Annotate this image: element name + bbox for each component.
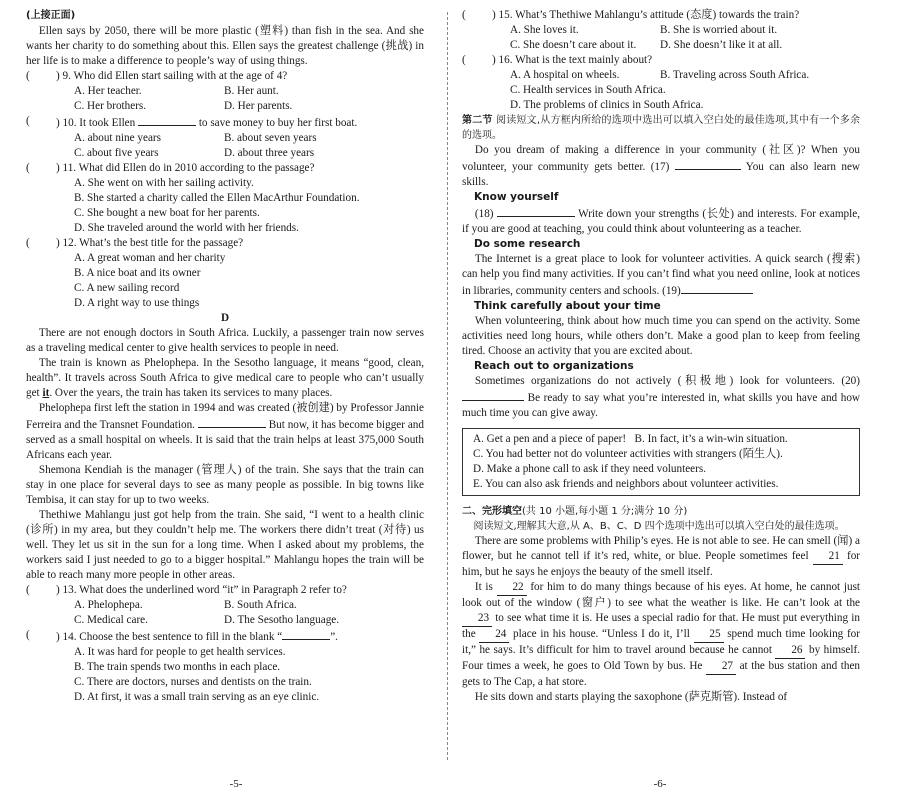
fill-blank[interactable] [198,416,266,428]
option-a: A. about nine years [74,132,161,144]
cloze-blank-23[interactable]: 23 [462,611,492,627]
question-15 [462,8,860,23]
question-stem: ) 13. What does the underlined word “it” in Paragraph 2 refer to? [56,584,347,596]
option-c: C. She bought a new boat for her parents. [74,207,260,219]
section-2-instructions [462,113,860,143]
option-c: C. Medical care. [74,614,148,626]
answer-slot[interactable]: ( [26,162,44,174]
box-option-b: B. In fact, it’s a win-win situation. [634,433,788,445]
answer-slot[interactable]: ( [26,584,44,596]
text-run: You can also learn new skills. [462,161,860,188]
text-run: (18) [474,208,494,220]
text-run: at the bus station and then gets to The Cap, a hat store. [462,660,861,688]
box-option-c: C. You had better not do volunteer activities with strangers (陌生人). [473,448,783,460]
subheading-know-yourself: Know yourself [474,191,559,203]
text-run: to see what time it is. He uses a special radio for that. He must put everything in the [462,612,860,640]
cloze-blank-26[interactable]: 26 [775,643,805,659]
text-run: Be ready to say what you’re interested in, what skills you have and how much time you can give away. [462,392,860,419]
cloze-paragraph-2 [462,580,860,690]
cloze-instructions: 阅读短文,理解其大意,从 A、B、C、D 四个选项中选出可以填入空白处的最佳选项。 [473,521,845,532]
text-run: for him to do many things because of his eyes. At home, he cannot just look out of the window (窗户) to see what the weather is like. He can’t look at the [462,581,861,609]
question-stem: ) 15. What’s Thethiwe Mahlangu’s attitude (态度) towards the train? [492,9,800,21]
stem-part: ”. [330,631,338,643]
question-10 [26,114,424,131]
text-run: by himself. Four times a week, he goes to Old Town by bus. He [462,644,860,672]
cloze-paragraph-3: He sits down and starts playing the saxophone (萨克斯管). Instead of [474,691,788,703]
stem-part: to save money to buy her first boat. [198,117,358,129]
cloze-blank-27[interactable]: 27 [706,659,736,675]
carry-note: (上接正面) [26,10,76,21]
option-a: A. She went on with her sailing activity. [74,177,254,189]
cloze-paragraph-1 [462,534,860,580]
page-number-left: -5- [229,778,243,790]
option-d: D. about three years [224,147,315,159]
subheading-research: Do some research [474,238,581,250]
option-b: B. Her aunt. [224,85,279,97]
option-b: B. She is worried about it. [660,24,778,36]
answer-slot[interactable]: ( [462,54,480,66]
fill-blank[interactable] [138,114,196,126]
blank-number: (19) [662,285,681,297]
page-number-right: -6- [653,778,667,790]
text-run: Write down your strengths (长处) and interests. For example, if you are good at teaching, you could think about volunteering as a teacher. [462,208,860,235]
option-d: D. At first, it was a small train serving as an eye clinic. [74,691,320,703]
options-15 [462,23,860,53]
paragraph-18 [462,205,860,237]
cloze-score: (共 10 小题,每小题 1 分;满分 10 分) [522,506,688,517]
box-option-d: D. Make a phone call to ask if they need volunteers. [473,463,706,475]
options-11 [26,176,424,236]
option-c: C. A new sailing record [74,282,180,294]
option-b: B. South Africa. [224,599,297,611]
stem-part: ) 14. Choose the best sentence to fill in the blank “ [56,631,283,643]
text-run: The Internet is a great place to look for volunteer activities. A quick search (搜索) can help you find many activities. If you can’t find what you need online, look at notices in libraries, community centers and schools. [462,253,860,297]
question-9 [26,69,424,84]
instruction-text: 阅读短文,从方框内所给的选项中选出可以填入空白处的最佳选项,其中有一个多余的选项。 [462,115,860,141]
fill-blank-18[interactable] [497,205,575,217]
left-page [26,8,424,705]
paragraph-time: When volunteering, think about how much time you can spend on the activity. Some activities need long hours, while others don’t. Make a good plan to keep from feeling tired. Choose an activity that you are excited about. [462,315,860,357]
text-run: . Over the years, the train has taken its services to many places. [49,387,333,399]
question-stem: ) 12. What’s the best title for the passage? [56,237,244,249]
cloze-heading [462,504,860,519]
text-run: It is [474,581,493,593]
question-stem: ) 16. What is the text mainly about? [492,54,653,66]
subheading-time: Think carefully about your time [474,300,661,312]
text-run: Sometimes organizations do not actively (积极地) look for volunteers. (20) [474,375,860,387]
option-c: C. Health services in South Africa. [510,84,666,96]
underlined-word-it: it [42,387,50,399]
question-stem: ) 9. Who did Ellen start sailing with at the age of 4? [56,70,288,82]
options-10 [26,131,424,161]
option-d: D. Her parents. [224,100,293,112]
question-16 [462,53,860,68]
option-a: A. Phelophepa. [74,599,143,611]
passage-d-paragraph-2 [26,356,424,401]
text-run: place in his house. “Unless I do it, I’ll [513,628,690,640]
options-13 [26,598,424,628]
option-d: D. The Sesotho language. [224,614,340,626]
options-12 [26,251,424,311]
option-d: D. She traveled around the world with her friends. [74,222,299,234]
text-run: Do you dream of making a difference in your community (社区)? When you volunteer, your community gets better. (17) [462,144,860,173]
options-9 [26,84,424,114]
question-14 [26,628,424,645]
subheading-organizations: Reach out to organizations [474,360,634,372]
option-b: B. about seven years [224,132,317,144]
answer-slot[interactable]: ( [26,629,44,641]
option-c: C. She doesn’t care about it. [510,39,637,51]
option-b: B. A nice boat and its owner [74,267,201,279]
answer-slot[interactable]: ( [26,115,44,127]
fill-blank-19[interactable] [681,282,753,294]
option-c: C. Her brothers. [74,100,147,112]
section-2-title: 第二节 [462,115,493,126]
question-stem [56,628,424,645]
option-b: B. She started a charity called the Ellen MacArthur Foundation. [74,192,360,204]
option-d: D. She doesn’t like it at all. [660,39,783,51]
passage-d-paragraph-3 [26,401,424,463]
cloze-blank-24[interactable]: 24 [479,627,509,643]
cloze-blank-25[interactable]: 25 [694,627,724,643]
option-a: A. A hospital on wheels. [510,69,620,81]
text-run: spend much time looking for it,” he says. It’s difficult for him to travel around because he cannot [462,628,860,656]
text-run: There are some problems with Philip’s eyes. He is not able to see. He can smell (闻) a flower, but he cannot tell if it’s red, white, or blue. People sometimes feel [462,535,860,562]
option-a: A. A great woman and her charity [74,252,226,264]
box-option-a: A. Get a pen and a piece of paper! [473,433,627,445]
question-11 [26,161,424,176]
passage-d-paragraph-4: Shemona Kendiah is the manager (管理人) of the train. She says that the train can stay in one place for several days to see as many people as possible. In big towns like Tembisa, it can stay for up to two weeks. [26,464,424,506]
option-c: C. There are doctors, nurses and dentists on the train. [74,676,312,688]
fill-blank-20[interactable] [462,389,524,401]
options-14 [26,645,424,705]
options-box [462,428,860,496]
passage-d-paragraph-5: Thethiwe Mahlangu just got help from the train. She said, “I went to a health clinic (诊所) in my area, but they couldn’t help me. The workers there didn’t treat (对待) us well. They let us sit in the sun for a long time. When I asked about my problems, the workers said I just needed to go to a bigger hospital.” Mahlangu hopes the train will be able to reach many more people in other areas. [26,509,424,581]
passage-d-paragraph-1: There are not enough doctors in South Africa. Luckily, a passenger train now serves as a traveling medical center to give health services to people in need. [26,327,424,354]
option-a: A. It was hard for people to get health services. [74,646,286,658]
fill-blank[interactable] [282,628,330,640]
page-divider [447,12,448,760]
question-13 [26,583,424,598]
cloze-blank-22[interactable]: 22 [497,580,527,596]
answer-slot[interactable]: ( [26,237,44,249]
option-d: D. A right way to use things [74,297,200,309]
question-stem: ) 11. What did Ellen do in 2010 according to the passage? [56,162,315,174]
question-stem [56,114,424,131]
box-option-e: E. You can also ask friends and neighbors about volunteer activities. [473,478,779,490]
option-d: D. The problems of clinics in South Africa. [510,99,704,111]
stem-part: ) 10. It took Ellen [56,117,136,129]
answer-slot[interactable]: ( [26,70,44,82]
right-page [462,8,860,705]
section-d-heading: D [220,312,230,324]
text-run: The train is known as Phelophepa. In the Sesotho language, it means “good, clean, health”. It travels across South Africa to give medical care to people who can’t usually get [26,357,424,399]
text-run: for him, but he says he enjoys the beauty of the smell itself. [462,550,861,578]
question-12 [26,236,424,251]
passage-c-paragraph: Ellen says by 2050, there will be more plastic (塑料) than fish in the sea. And she wants her charity to do something about this. Ellen says the greatest challenge (挑战) in her life is to make a difference to people’s way of using things. [26,25,424,67]
answer-slot[interactable]: ( [462,9,480,21]
intro-paragraph [462,143,860,190]
cloze-title: 二、完形填空 [462,506,522,517]
option-c: C. about five years [74,147,159,159]
option-b: B. The train spends two months in each place. [74,661,281,673]
text-run: But now, it has become bigger and served as a small hospital on wheels. It is said that the train helps at least 375,000 South Africans each year. [26,419,424,461]
option-a: A. She loves it. [510,24,579,36]
text-run: Phelophepa first left the station in 1994 and was created (被创建) by Professor Jannie Ferreira and the Transnet Foundation. [26,402,424,431]
option-a: A. Her teacher. [74,85,142,97]
paragraph-20 [462,374,860,421]
option-b: B. Traveling across South Africa. [660,69,810,81]
fill-blank-17[interactable] [675,158,741,170]
cloze-blank-21[interactable]: 21 [813,549,843,565]
options-16 [462,68,860,113]
box-option-a-b [473,432,853,447]
paragraph-19 [462,252,860,299]
